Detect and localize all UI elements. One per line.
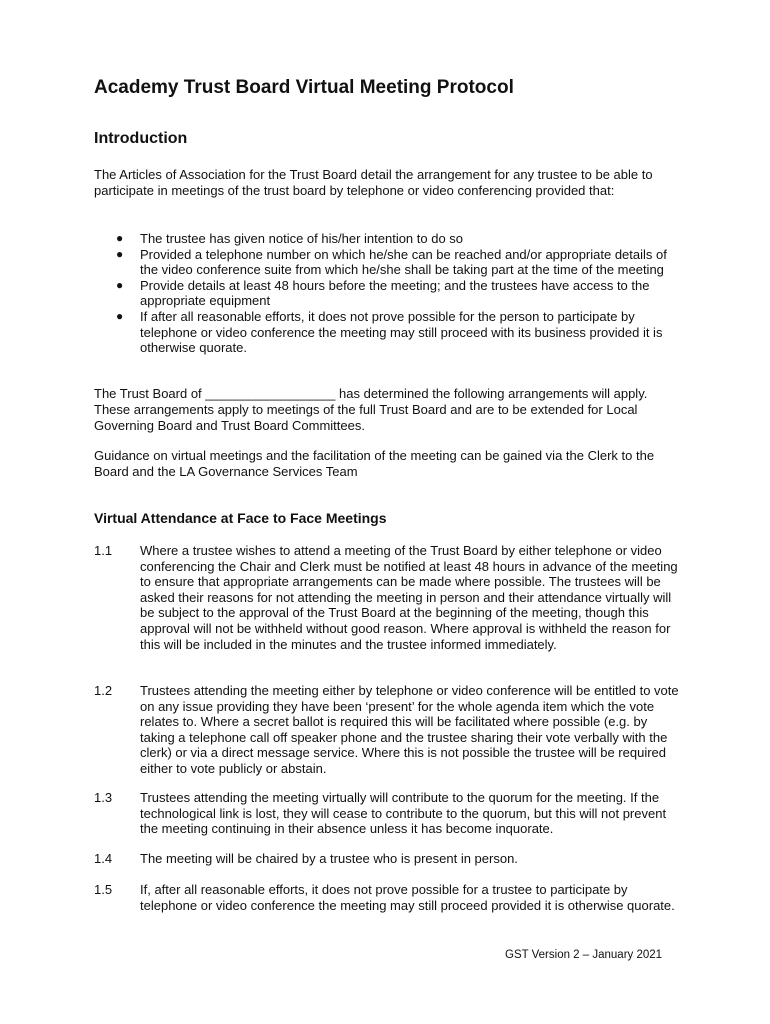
clause-text: Trustees attending the meeting either by telephone or video conference will be entitled to vote on any issue providing they have been ‘present’ for the whole agenda item which the vote relates to. Where a secret ballot is required this will be facilitated where possible (e.g. by taking a telephone call off speaker phone and the trustee sharing their vote verbally with the clerk) or via a direct message service. Where this is not possible the trustee will be required either to vote publicly or abstain. [140, 683, 679, 776]
conditions-list [94, 231, 684, 356]
list-item: ● Provide details at least 48 hours before the meeting; and the trustees have access to the appropriate equipment [116, 277, 650, 309]
intro-paragraph-2: The Trust Board of __________________ has determined the following arrangements will apply. These arrangements apply to meetings of the full Trust Board and are to be extended for Local Governing Board and Trust Board Committees. [94, 386, 648, 433]
clause-1-1 [94, 543, 684, 652]
footer-version: GST Version 2 – January 2021 [505, 949, 663, 961]
clause-1-2 [94, 683, 684, 777]
clause-text: The meeting will be chaired by a trustee who is present in person. [140, 851, 518, 866]
clause-number: 1.4 [94, 851, 113, 866]
list-item: ● Provided a telephone number on which he/she can be reached and/or appropriate details of the video conference suite from which he/she shall be taking part at the time of the meeting [116, 246, 667, 278]
clause-number: 1.1 [94, 543, 113, 558]
clause-1-4 [94, 851, 684, 867]
introduction-heading: Introduction [94, 130, 188, 147]
list-item: ● The trustee has given notice of his/her intention to do so [116, 231, 464, 246]
clause-text: Where a trustee wishes to attend a meeting of the Trust Board by either telephone or video conferencing the Chair and Clerk must be notified at least 48 hours in advance of the meeting to ensure that appropriate arrangements can be made where possible. The trustees will be asked their reasons for not attending the meeting in person and their attendance virtually will be subject to the approval of the Trust Board at the beginning of the meeting, though this approval will not be withheld without good reason. Where approval is withheld the reason for this will be included in the minutes and the trustee informed immediately. [140, 543, 678, 652]
clause-text: Trustees attending the meeting virtually will contribute to the quorum for the meeting. If the technological link is lost, they will cease to contribute to the quorum, but this will not prevent the meeting continuing in their absence unless it has become inquorate. [140, 790, 667, 837]
intro-paragraph-3: Guidance on virtual meetings and the facilitation of the meeting can be gained via the Clerk to the Board and the LA Governance Services Team [94, 448, 655, 479]
clause-number: 1.3 [94, 790, 113, 805]
clause-1-5 [94, 882, 684, 913]
clause-text: If, after all reasonable efforts, it does not prove possible for a trustee to participate by telephone or video conference the meeting may still proceed provided it is otherwise quorate. [140, 882, 675, 913]
bullet-icon: ● [116, 246, 124, 261]
bullet-icon: ● [116, 231, 124, 245]
clause-number: 1.5 [94, 882, 113, 897]
clause-number: 1.2 [94, 683, 113, 698]
list-item: ● If after all reasonable efforts, it does not prove possible for the person to participate by telephone or video conference the meeting may still proceed with its business provided it is otherwise quorate. [116, 308, 663, 356]
intro-paragraph-1: The Articles of Association for the Trust Board detail the arrangement for any trustee to be able to participate in meetings of the trust board by telephone or video conferencing provided that: [94, 167, 653, 198]
bullet-icon: ● [116, 277, 124, 292]
virtual-attendance-heading: Virtual Attendance at Face to Face Meetings [94, 510, 387, 526]
clause-1-3 [94, 790, 684, 837]
bullet-icon: ● [116, 308, 124, 323]
document-title: Academy Trust Board Virtual Meeting Protocol [94, 77, 514, 98]
